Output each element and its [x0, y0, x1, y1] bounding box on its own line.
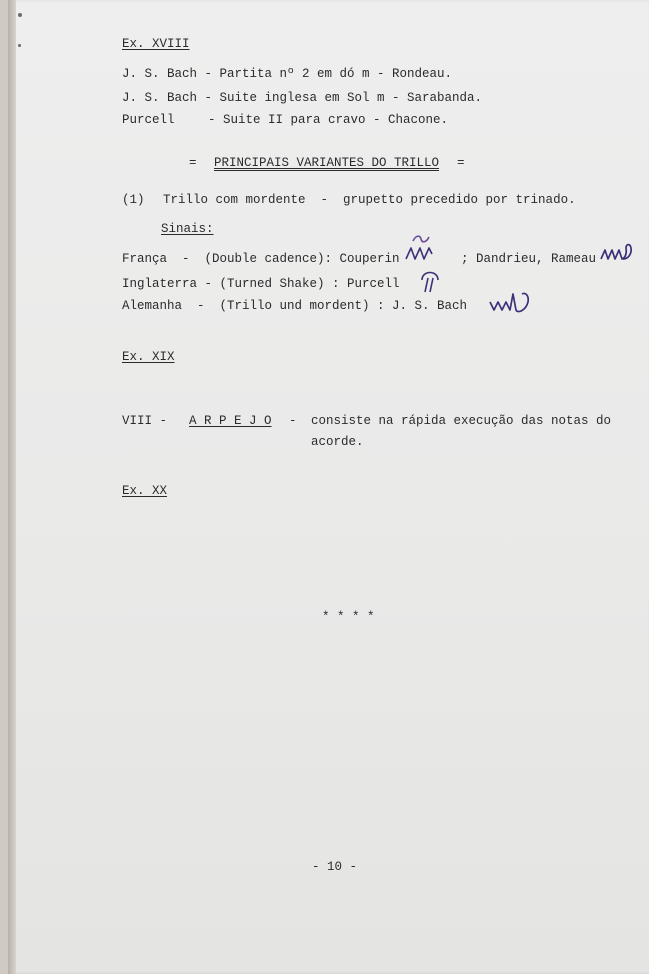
page-number: - 10 -: [312, 860, 358, 874]
item-1-number: (1): [122, 193, 145, 207]
viii-dash: -: [289, 414, 297, 428]
section-heading: PRINCIPAIS VARIANTES DO TRILLO: [214, 156, 440, 170]
bach-suite-line: J. S. Bach - Suite inglesa em Sol m - Sarabanda.: [122, 91, 483, 105]
purcell-suite-line: - Suite II para cravo - Chacone.: [208, 113, 449, 127]
franca-rest-line: ; Dandrieu, Rameau: [461, 252, 597, 266]
rameau-sign-icon: [599, 240, 637, 264]
example-19-label: Ex. XIX: [122, 350, 175, 364]
paper-speck: [18, 44, 21, 47]
arpejo-heading: A R P E J O: [189, 414, 272, 428]
section-separator-stars: * * * *: [322, 610, 375, 624]
item-1-text: Trillo com mordente - grupetto precedido por trinado.: [163, 193, 576, 207]
sinais-label: Sinais:: [161, 222, 214, 236]
viii-label: VIII -: [122, 414, 168, 428]
alemanha-line: Alemanha - (Trillo und mordent) : J. S. Bach: [122, 299, 468, 313]
heading-equals-left: =: [189, 156, 197, 170]
inglaterra-line: Inglaterra - (Turned Shake) : Purcell: [122, 277, 400, 291]
example-18-label: Ex. XVIII: [122, 37, 190, 51]
double-cadence-sign-icon: [403, 232, 439, 266]
bach-partita-line: J. S. Bach - Partita nº 2 em dó m - Rondeau.: [122, 67, 453, 81]
purcell-name: Purcell: [122, 113, 175, 127]
heading-equals-right: =: [457, 156, 465, 170]
paper-speck: [18, 13, 22, 17]
document-page: [8, 0, 649, 974]
arpejo-definition-line1: consiste na rápida execução das notas do: [311, 414, 612, 428]
franca-line: França - (Double cadence): Couperin: [122, 252, 400, 266]
page-left-edge: [8, 0, 16, 974]
turned-shake-sign-icon: [419, 266, 441, 296]
trillo-mordent-sign-icon: [488, 290, 532, 314]
arpejo-definition-line2: acorde.: [311, 435, 364, 449]
example-20-label: Ex. XX: [122, 484, 168, 498]
